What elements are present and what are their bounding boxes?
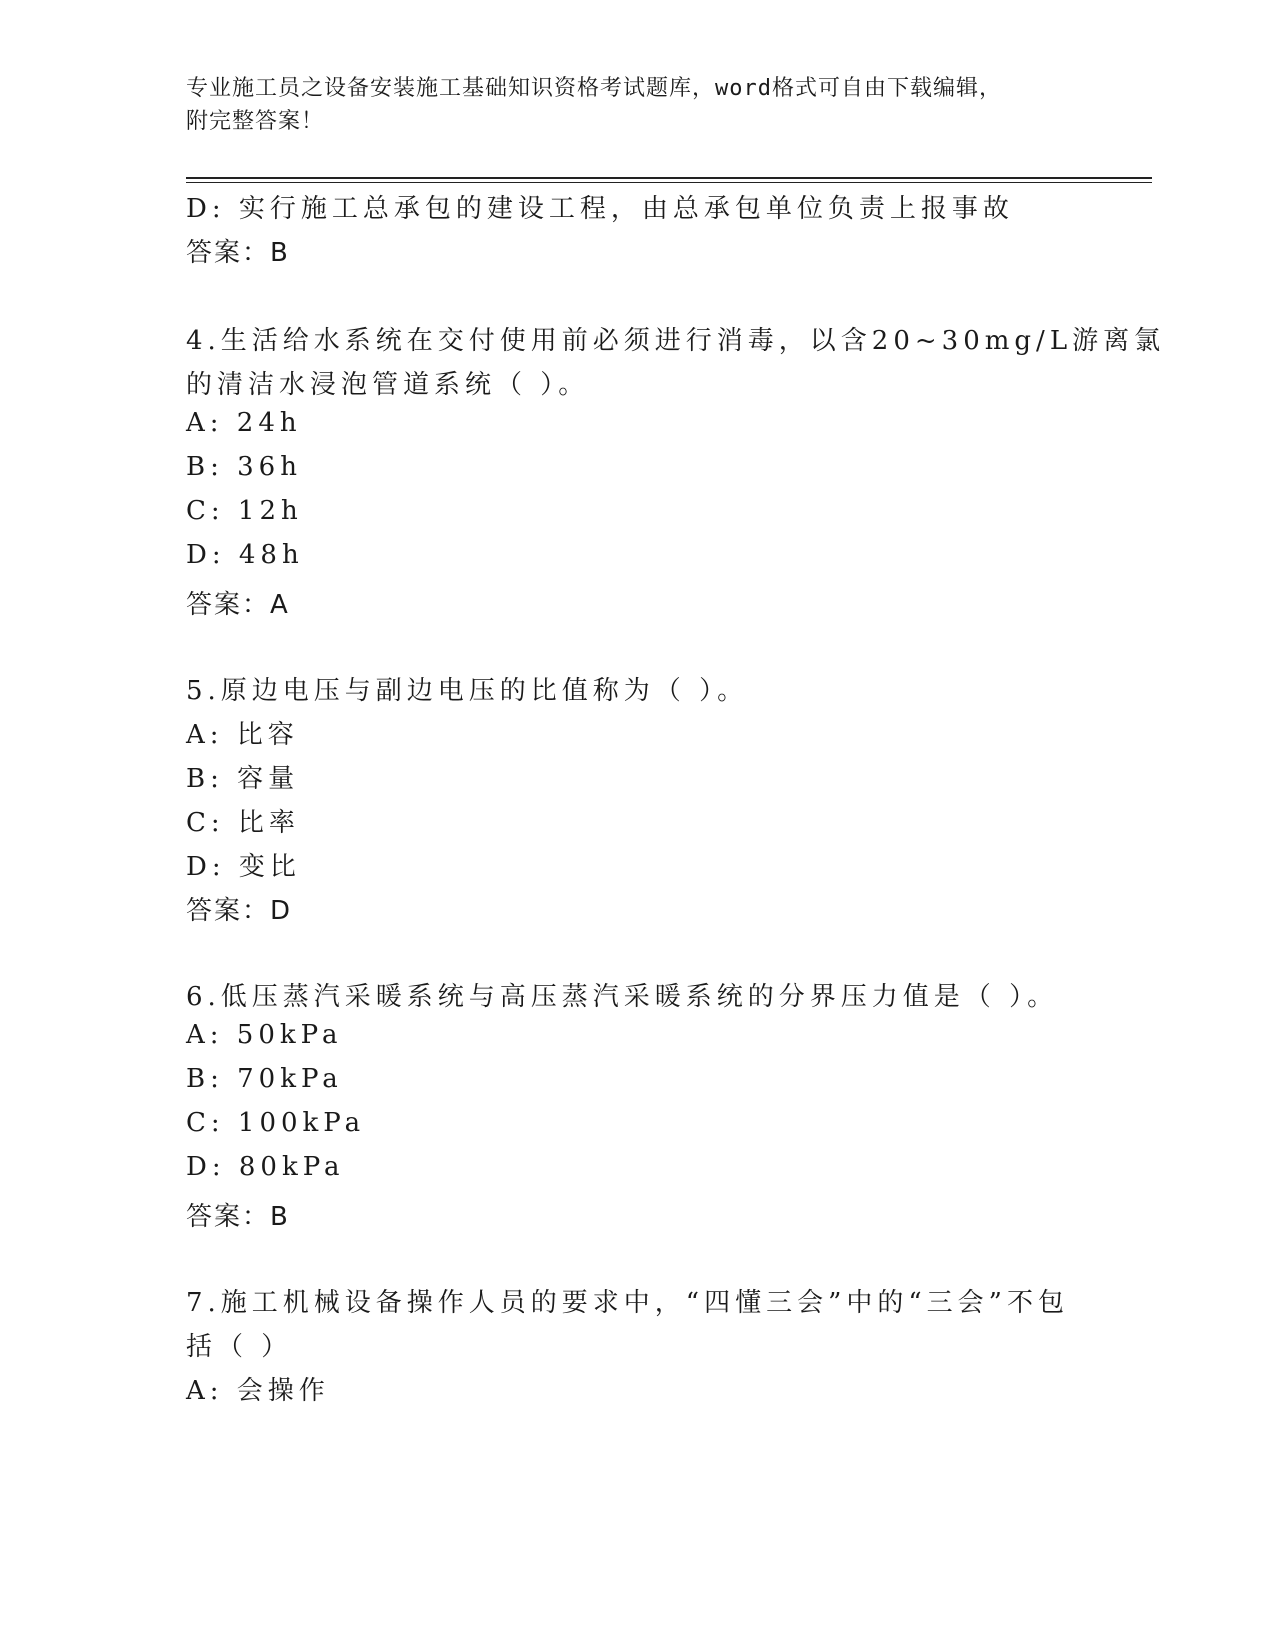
option-text: B: 70kPa (186, 1064, 343, 1094)
answer-text: 答案：B (186, 1202, 290, 1232)
option-text: A: 50kPa (186, 1020, 343, 1050)
option-text: D: 48h (186, 540, 304, 570)
header-line-2: 附完整答案！ (186, 109, 325, 134)
option-text: D: 实行施工总承包的建设工程，由总承包单位负责上报事故 (186, 194, 1014, 224)
header-divider-thick (186, 177, 1152, 179)
option-text: C: 100kPa (186, 1108, 366, 1138)
question-text-continued: 的清洁水浸泡管道系统（ ）。 (186, 370, 590, 400)
header-divider-thin (186, 182, 1152, 183)
option-text: D: 变比 (186, 852, 301, 882)
option-text: A: 会操作 (186, 1376, 330, 1406)
answer-text: 答案：A (186, 590, 290, 620)
option-text: A: 24h (186, 408, 302, 438)
option-text: A: 比容 (186, 720, 299, 750)
question-text-continued: 括（ ） (186, 1332, 293, 1362)
option-text: D: 80kPa (186, 1152, 345, 1182)
answer-text: 答案：D (186, 896, 293, 926)
question-text: 7.施工机械设备操作人员的要求中，“四懂三会”中的“三会”不包 (186, 1288, 1069, 1318)
answer-text: 答案：B (186, 238, 290, 268)
question-text: 5.原边电压与副边电压的比值称为（ ）。 (186, 676, 749, 706)
option-text: C: 12h (186, 496, 303, 526)
option-text: C: 比率 (186, 808, 300, 838)
option-text: B: 36h (186, 452, 302, 482)
question-text: 4.生活给水系统在交付使用前必须进行消毒，以含20~30mg/L游离氯 (186, 326, 1166, 356)
question-text: 6.低压蒸汽采暖系统与高压蒸汽采暖系统的分界压力值是（ ）。 (186, 982, 1059, 1012)
header-line-1: 专业施工员之设备安装施工基础知识资格考试题库，word格式可自由下载编辑， (186, 76, 1002, 101)
option-text: B: 容量 (186, 764, 300, 794)
document-header (186, 72, 1066, 138)
